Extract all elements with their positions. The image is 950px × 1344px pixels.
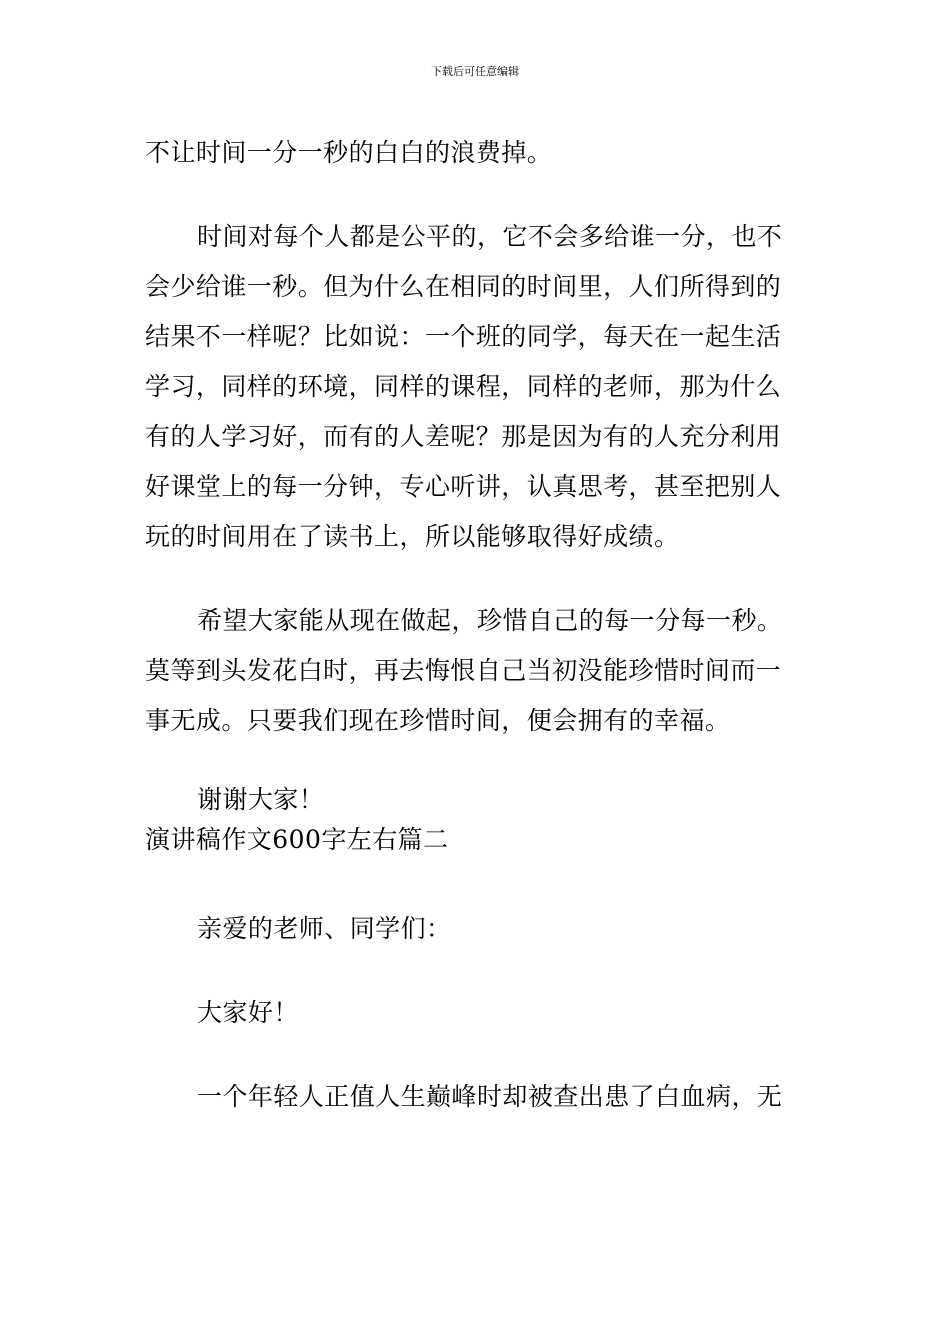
paragraph-line: 有的人学习好，而有的人差呢？那是因为有的人充分利用: [145, 422, 782, 451]
paragraph-gap: [145, 562, 811, 596]
paragraph-line: 结果不一样呢？比如说：一个班的同学，每天在一起生活: [145, 322, 782, 351]
paragraph-gap: [145, 178, 811, 212]
paragraph-line: 玩的时间用在了读书上，所以能够取得好成绩。: [145, 522, 680, 551]
paragraph-gap: [145, 860, 811, 904]
paragraph-line: 莫等到头发花白时，再去悔恨自己当初没能珍惜时间而一: [145, 656, 782, 685]
document-body: [145, 128, 811, 1122]
greeting-line: 亲爱的老师、同学们：: [197, 914, 452, 943]
paragraph-gap: [145, 1038, 811, 1072]
paragraph-line: 学习，同样的环境，同样的课程，同样的老师，那为什么: [145, 372, 782, 401]
paragraph-line: 不让时间一分一秒的白白的浪费掉。: [145, 138, 553, 167]
paragraph-line: 时间对每个人都是公平的，它不会多给谁一分，也不: [197, 222, 783, 251]
paragraph-line: 一个年轻人正值人生巅峰时却被查出患了白血病，无: [197, 1082, 783, 1111]
paragraph-line: 好课堂上的每一分钟，专心听讲，认真思考，甚至把别人: [145, 472, 782, 501]
paragraph-gap: [145, 954, 811, 988]
paragraph-line: 希望大家能从现在做起，珍惜自己的每一分每一秒。: [197, 606, 783, 635]
paragraph-line: 事无成。只要我们现在珍惜时间，便会拥有的幸福。: [145, 706, 731, 735]
section-title: 演讲稿作文600字左右篇二: [145, 825, 449, 854]
page-header: 下载后可任意编辑: [431, 65, 519, 78]
paragraph-gap: [145, 746, 811, 780]
hello-line: 大家好！: [197, 998, 299, 1027]
thanks-line: 谢谢大家！: [197, 785, 325, 814]
paragraph-line: 会少给谁一秒。但为什么在相同的时间里，人们所得到的: [145, 272, 782, 301]
